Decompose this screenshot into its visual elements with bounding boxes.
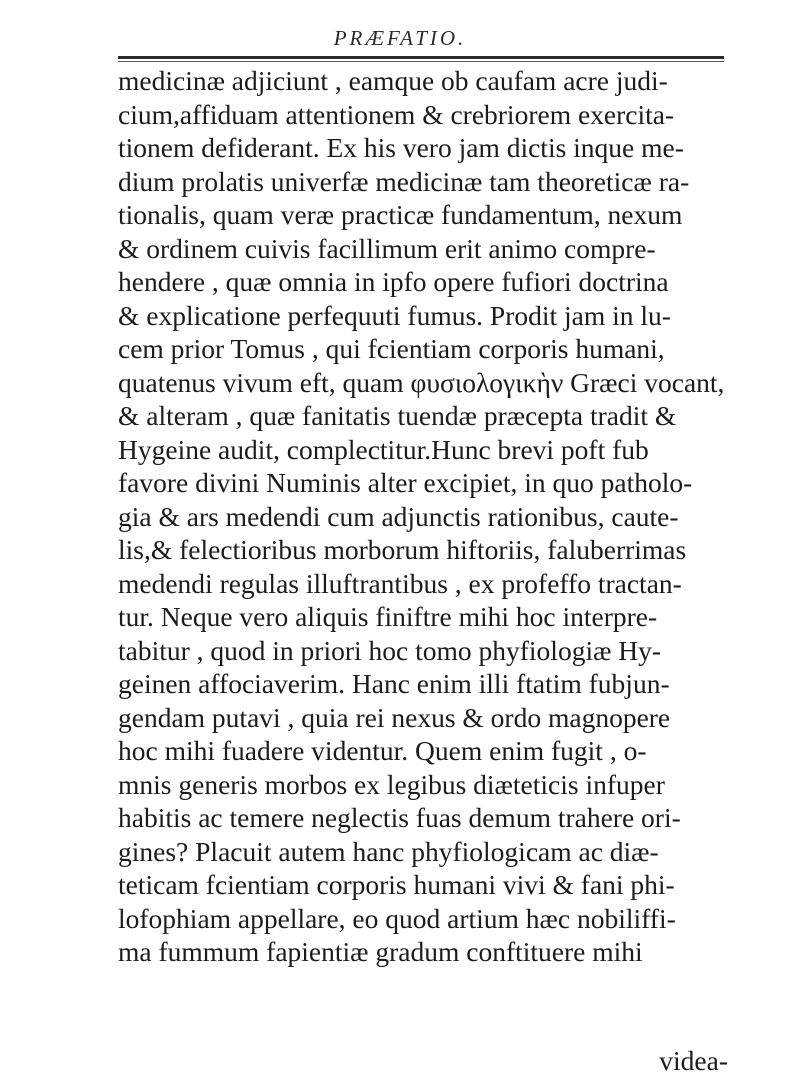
text-line: geinen affociaverim. Hanc enim illi ftatim fubjun- (118, 668, 670, 699)
text-line: cem prior Tomus , qui fcientiam corporis humani, (118, 333, 665, 364)
text-line: cium,affiduam attentionem & crebriorem exercita- (118, 98, 675, 130)
text-line: hendere , quæ omnia in ipfo opere fufiori doctrina (118, 266, 669, 297)
text-line: tionem defiderant. Ex his vero jam dictis inque me- (118, 132, 684, 163)
text-line: tur. Neque vero aliquis finiftre mihi hoc interpre- (118, 601, 658, 632)
header-rule-thin (118, 61, 724, 62)
text-line: tabitur , quod in priori hoc tomo phyfiologiæ Hy- (118, 634, 662, 666)
text-line: teticam fcientiam corporis humani vivi & fani phi- (118, 869, 675, 900)
text-line: medendi regulas illuftrantibus , ex profeffo tractan- (118, 567, 682, 599)
text-line: medicinæ adjiciunt , eamque ob caufam acre judi- (118, 65, 668, 96)
text-line: gia & ars medendi cum adjunctis rationibus, caute- (118, 500, 679, 532)
text-line: & ordinem cuivis facillimum erit animo compre- (118, 232, 656, 264)
text-line: dium prolatis univerfæ medicinæ tam theoreticæ ra- (118, 165, 690, 197)
text-line: gendam putavi , quia rei nexus & ordo magnopere (118, 701, 671, 733)
text-line: & alteram , quæ fanitatis tuendæ præcepta tradit & (118, 400, 677, 431)
text-line: gines? Placuit autem hanc phyfiologicam ac diæ- (118, 835, 659, 867)
running-title: PRÆFATIO. (333, 26, 467, 50)
text-line: hoc mihi fuadere videntur. Quem enim fugit , o- (118, 735, 647, 766)
text-line: favore divini Numinis alter excipiet, in quo patholo- (118, 467, 693, 498)
text-line: mnis generis morbos ex legibus diæteticis infuper (118, 768, 665, 800)
text-line: lis,& felectioribus morborum hiftoriis, faluberrimas (118, 534, 687, 565)
text-line: tionalis, quam veræ practicæ fundamentum, nexum (118, 199, 683, 230)
catchword: videa- (659, 1045, 728, 1076)
header-rule (118, 56, 724, 59)
text-line: quatenus vivum eft, quam φυσιολογικὴν Græci vocant, (118, 366, 725, 398)
text-line: Hygeine audit, complectitur.Hunc brevi poft fub (118, 433, 649, 465)
text-line: ma fummum fapientiæ gradum conftituere mihi (118, 936, 643, 967)
text-line: habitis ac temere neglectis fuas demum trahere ori- (118, 802, 681, 833)
text-line: lofophiam appellare, eo quod artium hæc nobiliffi- (118, 902, 676, 934)
body-text (118, 64, 738, 969)
text-line: & explicatione perfequuti fumus. Prodit jam in lu- (118, 299, 671, 331)
